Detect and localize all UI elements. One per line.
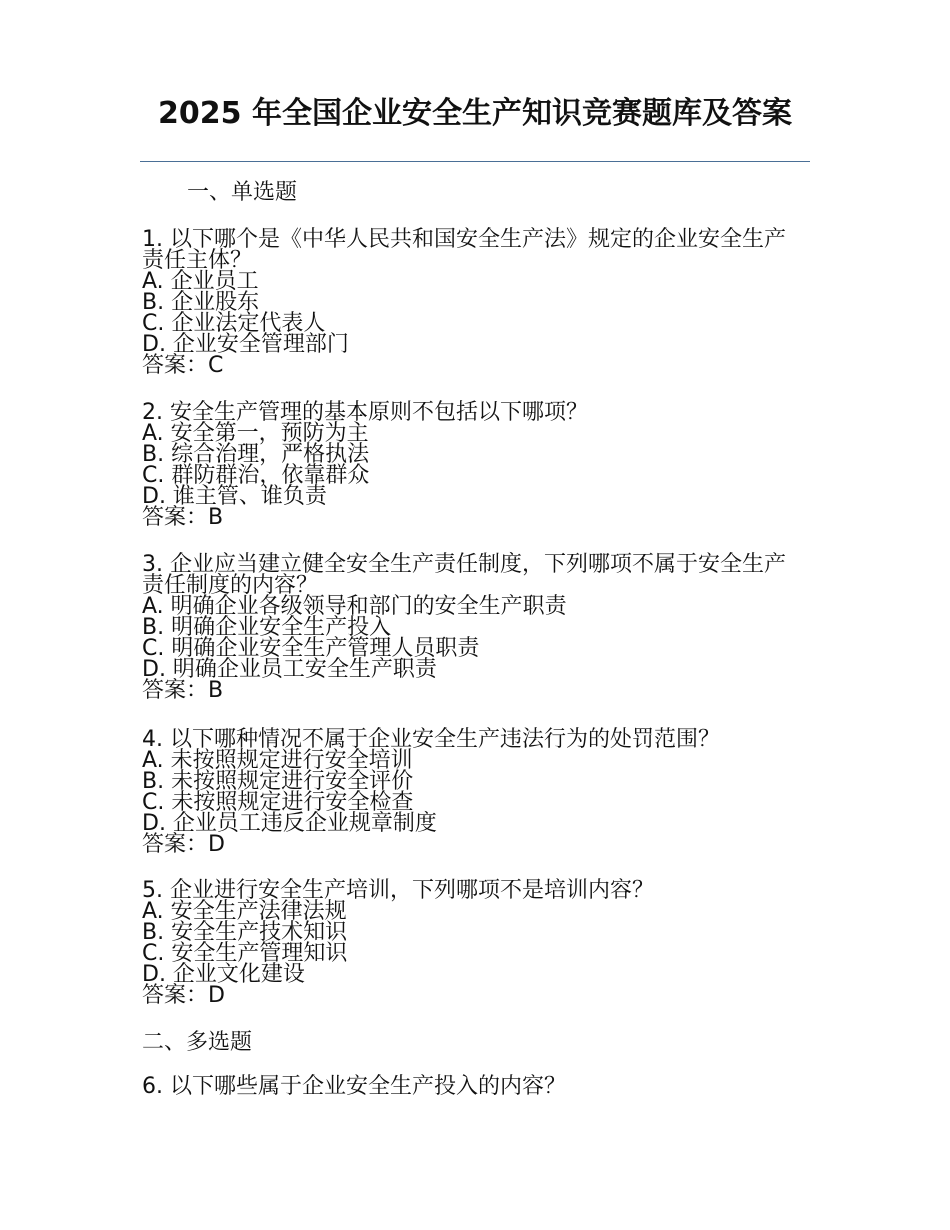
question-stem: 5. 企业进行安全生产培训，下列哪项不是培训内容？ xyxy=(142,878,654,903)
question-block xyxy=(142,402,802,528)
option-d: D. 明确企业员工安全生产职责 xyxy=(142,657,437,682)
question-block xyxy=(142,229,802,376)
answer-line: 答案：C xyxy=(142,353,224,378)
title-underline xyxy=(140,161,810,162)
document-title: 2025 年全国企业安全生产知识竞赛题库及答案 xyxy=(158,96,792,131)
option-a: A. 企业员工 xyxy=(142,269,259,294)
option-c: C. 企业法定代表人 xyxy=(142,311,326,336)
option-d: D. 企业安全管理部门 xyxy=(142,332,349,357)
option-c: C. 明确企业安全生产管理人员职责 xyxy=(142,636,480,661)
option-a: A. 安全生产法律法规 xyxy=(142,899,347,924)
answer-line: 答案：B xyxy=(142,678,224,703)
option-a: A. 安全第一，预防为主 xyxy=(142,421,369,446)
option-b: B. 综合治理，严格执法 xyxy=(142,442,370,467)
question-stem: 4. 以下哪种情况不属于企业安全生产违法行为的处罚范围？ xyxy=(142,727,720,752)
option-b: B. 未按照规定进行安全评价 xyxy=(142,769,414,794)
section-heading-multiple-choice: 二、多选题 xyxy=(142,1030,253,1055)
section-heading-single-choice: 一、单选题 xyxy=(187,180,298,205)
option-c: C. 安全生产管理知识 xyxy=(142,941,348,966)
question-block xyxy=(142,554,802,701)
option-a: A. 明确企业各级领导和部门的安全生产职责 xyxy=(142,594,567,619)
question-stem: 2. 安全生产管理的基本原则不包括以下哪项？ xyxy=(142,400,588,425)
question-stem: 3. 企业应当建立健全安全生产责任制度，下列哪项不属于安全生产责任制度的内容？ xyxy=(142,552,786,598)
question-block xyxy=(142,880,802,1006)
option-d: D. 企业文化建设 xyxy=(142,962,305,987)
question-block xyxy=(142,1076,802,1097)
option-b: B. 企业股东 xyxy=(142,290,260,315)
option-c: C. 未按照规定进行安全检查 xyxy=(142,790,414,815)
option-a: A. 未按照规定进行安全培训 xyxy=(142,748,413,773)
option-d: D. 企业员工违反企业规章制度 xyxy=(142,811,437,836)
answer-line: 答案：D xyxy=(142,832,225,857)
option-c: C. 群防群治，依靠群众 xyxy=(142,463,370,488)
answer-line: 答案：D xyxy=(142,983,225,1008)
question-stem: 6. 以下哪些属于企业安全生产投入的内容？ xyxy=(142,1074,566,1099)
option-b: B. 明确企业安全生产投入 xyxy=(142,615,392,640)
option-b: B. 安全生产技术知识 xyxy=(142,920,348,945)
answer-line: 答案：B xyxy=(142,505,224,530)
question-stem: 1. 以下哪个是《中华人民共和国安全生产法》规定的企业安全生产责任主体？ xyxy=(142,227,786,273)
question-block xyxy=(142,729,802,855)
option-d: D. 谁主管、谁负责 xyxy=(142,484,327,509)
